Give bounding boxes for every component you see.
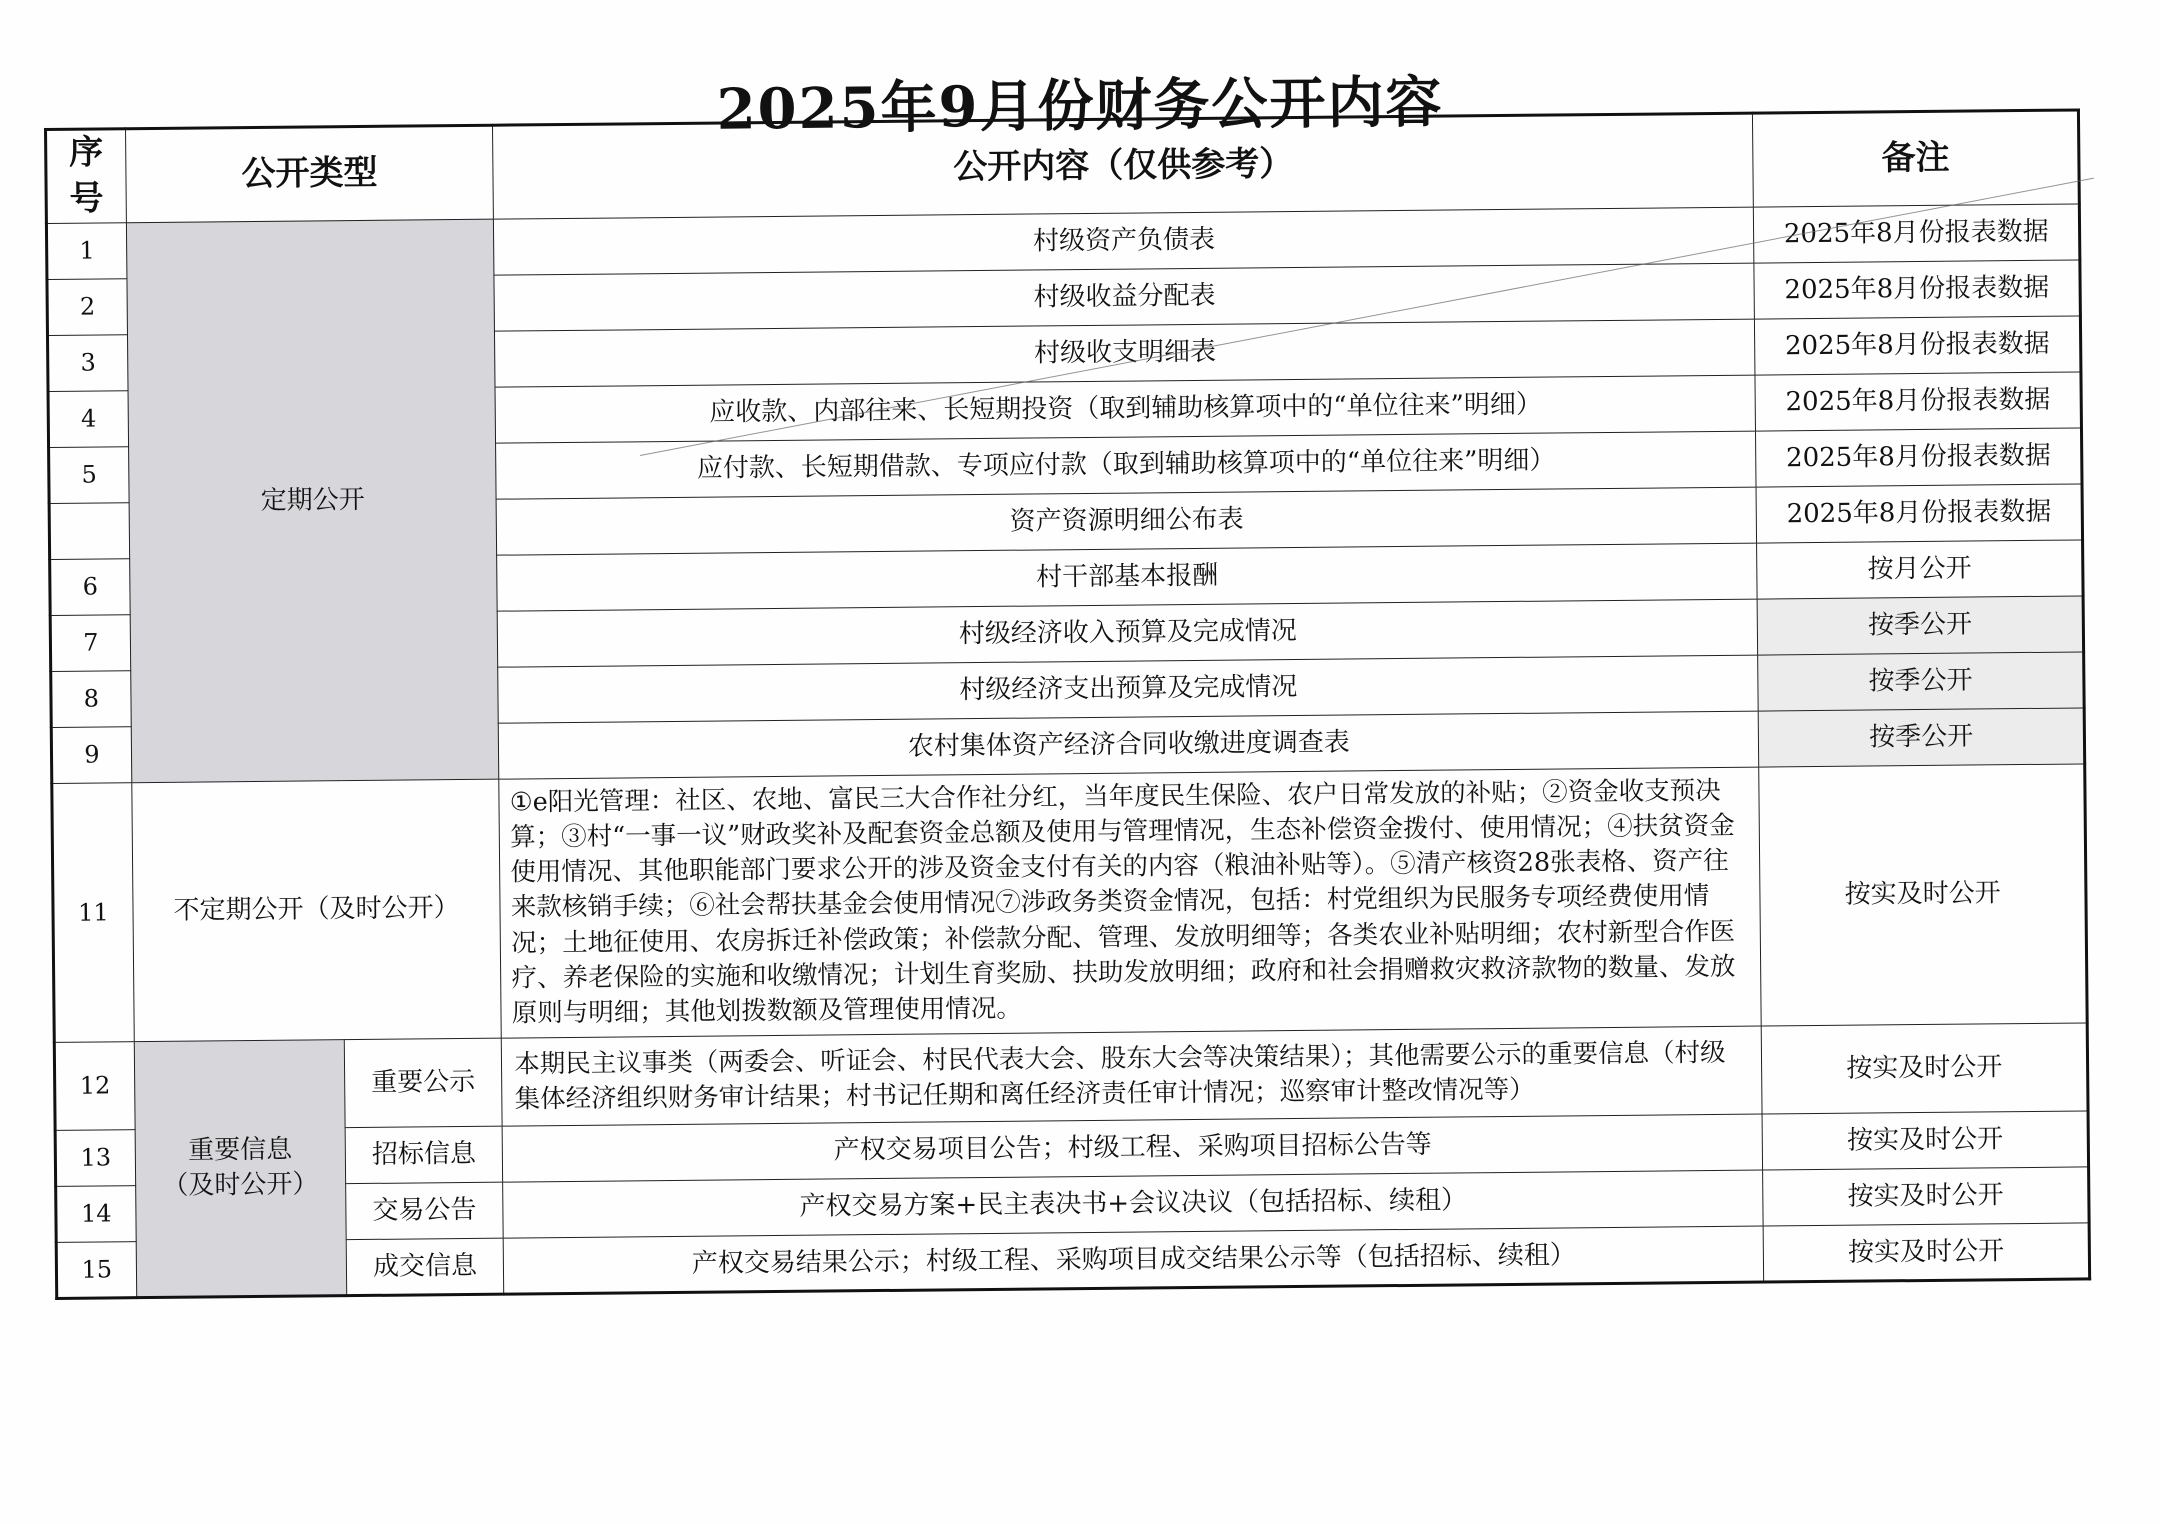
- row-seq: 1: [46, 222, 126, 279]
- row-seq: 7: [50, 614, 130, 671]
- row-seq: 3: [47, 334, 127, 391]
- row-content: 应收款、内部往来、长短期投资（取到辅助核算项中的“单位往来”明细）: [495, 375, 1756, 443]
- row-seq: [49, 502, 129, 559]
- row-seq: 11: [52, 782, 134, 1042]
- row-seq: 9: [51, 726, 131, 783]
- header-content: 公开内容（仅供参考）: [493, 113, 1754, 219]
- row-content: 村级经济支出预算及完成情况: [498, 655, 1759, 723]
- row-content: 村级经济收入预算及完成情况: [497, 599, 1758, 667]
- row-note: 按季公开: [1758, 596, 2084, 655]
- header-seq: 序号: [46, 129, 127, 224]
- row-seq: 2: [47, 278, 127, 335]
- row-content: 应付款、长短期借款、专项应付款（取到辅助核算项中的“单位往来”明细）: [496, 431, 1757, 499]
- disclosure-table: [44, 108, 2091, 1300]
- row-note: 2025年8月份报表数据: [1754, 260, 2080, 319]
- row-note: 2025年8月份报表数据: [1756, 428, 2082, 487]
- row-seq: 6: [50, 558, 130, 615]
- row-note: 2025年8月份报表数据: [1756, 484, 2082, 543]
- row-note: 按月公开: [1757, 540, 2083, 599]
- row-content: ①e阳光管理：社区、农地、富民三大合作社分红，当年度民生保险、农户日常发放的补贴；②资金收支预决算；③村“一事一议”财政奖补及配套资金总额及使用与管理情况，生态补偿资金拨付、使用情况；④扶贫资金使用情况、其他职能部门要求公开的涉及资金支付有关的内容（粮油补贴等）。⑤清产核资28张表格、资产往来款核销手续；⑥社会帮扶基金会使用情况⑦涉政务类资金情况，包括：村党组织为民服务专项经费使用情况；土地征使用、农房拆迁补偿政策；补偿款分配、管理、发放明细等；各类农业补贴明细；农村新型合作医疗、养老保险的实施和收缴情况；计划生育奖励、扶助发放明细；政府和社会捐赠救灾救济款物的数量、发放原则与明细；其他划拨数额及管理使用情况。: [499, 767, 1762, 1038]
- row-subtype: 交易公告: [345, 1182, 503, 1240]
- row-note: 按实及时公开: [1764, 1223, 2090, 1282]
- header-type: 公开类型: [125, 125, 493, 222]
- row-content: 村干部基本报酬: [497, 543, 1758, 611]
- row-content: 村级收益分配表: [494, 263, 1755, 331]
- row-content: 产权交易方案+民主表决书+会议决议（包括招标、续租）: [503, 1170, 1764, 1238]
- group-regular: 定期公开: [126, 219, 499, 783]
- group-important: 重要信息 （及时公开）: [134, 1040, 346, 1298]
- row-seq: 4: [48, 390, 128, 447]
- row-content: 农村集体资产经济合同收缴进度调查表: [499, 711, 1760, 779]
- row-note: 按季公开: [1758, 652, 2084, 711]
- row-content: 村级资产负债表: [494, 207, 1755, 275]
- row-note: 按实及时公开: [1759, 764, 2087, 1026]
- row-note: 按实及时公开: [1763, 1167, 2089, 1226]
- row-seq: 12: [54, 1042, 135, 1131]
- row-note: 2025年8月份报表数据: [1755, 372, 2081, 431]
- row-seq: 13: [55, 1130, 135, 1187]
- row-subtype: 重要公示: [344, 1038, 502, 1128]
- row-seq: 8: [51, 670, 131, 727]
- row-note: 按实及时公开: [1762, 1111, 2088, 1170]
- row-subtype: 成交信息: [346, 1238, 504, 1296]
- disclosure-table-wrapper: [44, 108, 2091, 1300]
- row-content: 本期民主议事类（两委会、听证会、村民代表大会、股东大会等决策结果）；其他需要公示的重要信息（村级集体经济组织财务审计结果；村书记任期和离任经济责任审计情况；巡察审计整改情况等）: [502, 1026, 1763, 1126]
- page-title: 2025年9月份财务公开内容: [716, 69, 1444, 143]
- row-content: 产权交易项目公告；村级工程、采购项目招标公告等: [502, 1114, 1763, 1182]
- row-seq: 14: [56, 1186, 136, 1243]
- group-irregular: 不定期公开（及时公开）: [132, 779, 502, 1042]
- row-seq: 15: [56, 1242, 136, 1299]
- row-seq: 5: [49, 446, 129, 503]
- row-content: 村级收支明细表: [495, 319, 1756, 387]
- row-note: 按季公开: [1759, 708, 2085, 767]
- row-note: 2025年8月份报表数据: [1754, 204, 2080, 263]
- header-note: 备注: [1753, 110, 2079, 207]
- row-note: 2025年8月份报表数据: [1755, 316, 2081, 375]
- table-row: [52, 764, 2087, 1043]
- row-content: 产权交易结果公示；村级工程、采购项目成交结果公示等（包括招标、续租）: [503, 1226, 1764, 1294]
- row-content: 资产资源明细公布表: [496, 487, 1757, 555]
- row-subtype: 招标信息: [345, 1126, 503, 1184]
- row-note: 按实及时公开: [1762, 1023, 2088, 1114]
